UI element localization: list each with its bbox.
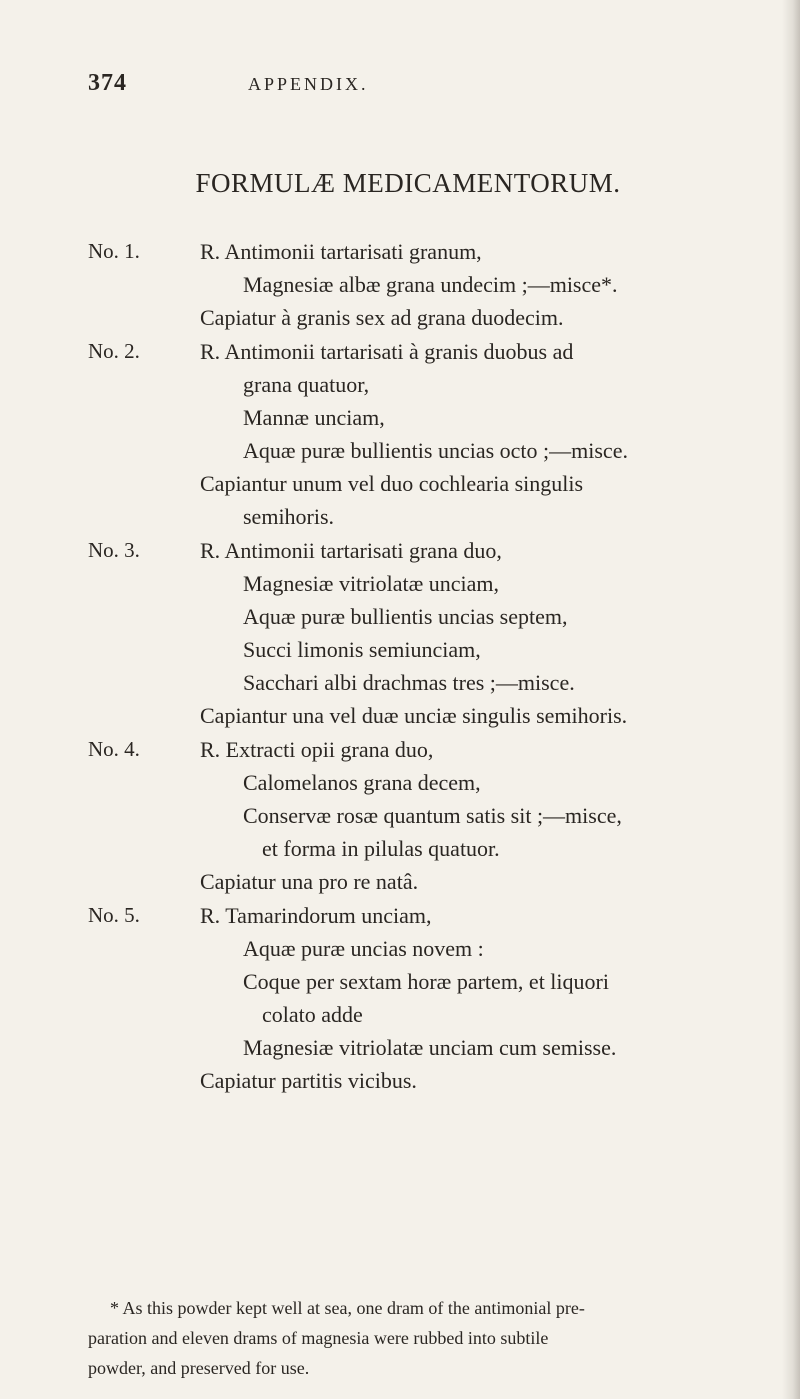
formula-line: Aquæ puræ bullientis uncias septem, xyxy=(243,604,568,629)
formula-line: Succi limonis semiunciam, xyxy=(243,637,481,662)
formula-line: grana quatuor, xyxy=(243,372,370,397)
formula-entry xyxy=(0,335,800,533)
formula-line: Magnesiæ vitriolatæ unciam, xyxy=(243,571,500,596)
formula-entry xyxy=(0,899,800,1097)
formula-entry xyxy=(0,235,800,334)
footnote-line: * As this powder kept well at sea, one dram of the antimonial pre- xyxy=(110,1298,585,1318)
formula-line: et forma in pilulas quatuor. xyxy=(262,836,500,861)
formula-number: No. 5. xyxy=(88,903,140,927)
formula-line: Sacchari albi drachmas tres ;—misce. xyxy=(243,670,575,695)
formula-line: R. Extracti opii grana duo, xyxy=(200,737,434,762)
formula-line: Capiatur una pro re natâ. xyxy=(200,869,419,894)
formula-line: R. Antimonii tartarisati granum, xyxy=(200,239,482,264)
footnote-line: powder, and preserved for use. xyxy=(88,1358,310,1378)
page-header xyxy=(0,70,800,100)
page-number: 374 xyxy=(88,70,127,96)
formula-entry xyxy=(0,534,800,732)
formula-line: colato adde xyxy=(262,1002,363,1027)
footnote-line: paration and eleven drams of magnesia were rubbed into subtile xyxy=(88,1328,549,1348)
formula-line: R. Tamarindorum unciam, xyxy=(200,903,432,928)
formula-line: Conservæ rosæ quantum satis sit ;—misce, xyxy=(243,803,622,828)
formula-line: Capiantur unum vel duo cochlearia singulis xyxy=(200,471,584,496)
formula-number: No. 2. xyxy=(88,339,140,363)
formula-line: Mannæ unciam, xyxy=(243,405,385,430)
formula-line: semihoris. xyxy=(243,504,335,529)
formula-line: Aquæ puræ uncias novem : xyxy=(243,936,484,961)
formula-line: R. Antimonii tartarisati grana duo, xyxy=(200,538,502,563)
formula-line: R. Antimonii tartarisati à granis duobus ad xyxy=(200,339,574,364)
formula-line: Magnesiæ albæ grana undecim ;—misce*. xyxy=(243,272,618,297)
running-head: APPENDIX. xyxy=(248,74,369,94)
formula-line: Aquæ puræ bullientis uncias octo ;—misce. xyxy=(243,438,628,463)
formula-line: Magnesiæ vitriolatæ unciam cum semisse. xyxy=(243,1035,617,1060)
section-title: FORMULÆ MEDICAMENTORUM. xyxy=(195,168,621,198)
formulae-list xyxy=(0,235,800,1098)
formula-entry xyxy=(0,733,800,898)
formula-number: No. 4. xyxy=(88,737,140,761)
formula-line: Capiantur una vel duæ unciæ singulis semihoris. xyxy=(200,703,628,728)
formula-line: Capiatur à granis sex ad grana duodecim. xyxy=(200,305,564,330)
footnote xyxy=(88,1293,768,1383)
formula-line: Capiatur partitis vicibus. xyxy=(200,1068,417,1093)
formula-line: Calomelanos grana decem, xyxy=(243,770,481,795)
formula-number: No. 1. xyxy=(88,239,140,263)
formula-line: Coque per sextam horæ partem, et liquori xyxy=(243,969,609,994)
formula-number: No. 3. xyxy=(88,538,140,562)
